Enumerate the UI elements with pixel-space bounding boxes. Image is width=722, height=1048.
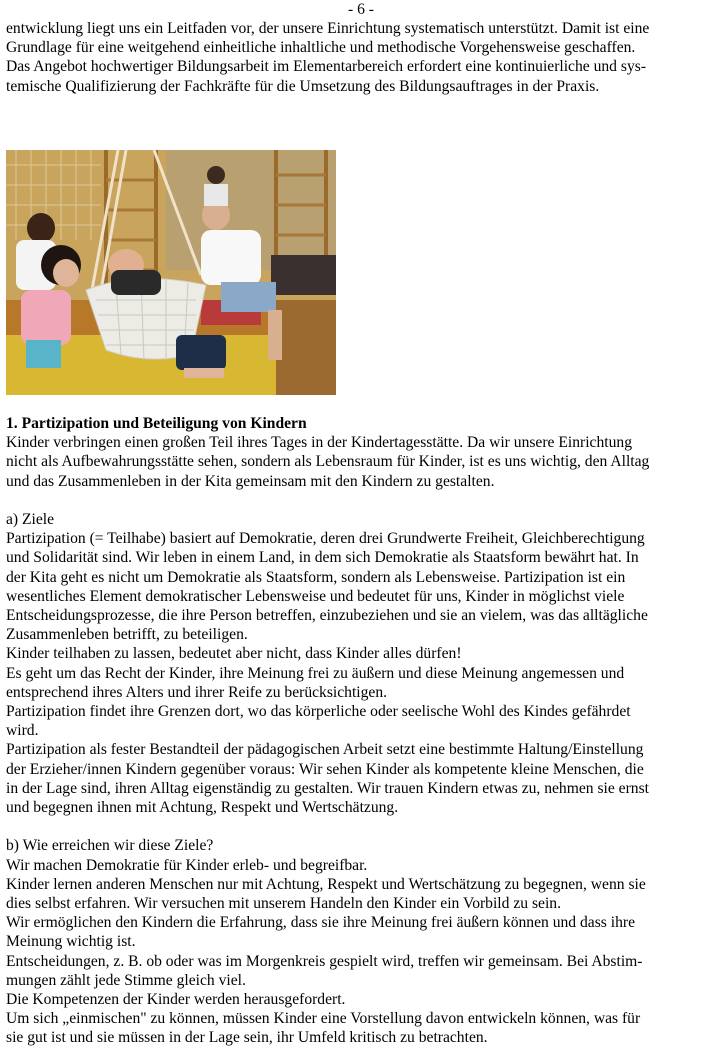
sub-b-line: mungen zählt jede Stimme gleich viel. xyxy=(6,971,246,989)
section-intro-line: und das Zusammenleben in der Kita gemeinsam mit den Kindern zu gestalten. xyxy=(6,472,495,490)
document-page xyxy=(6,0,716,96)
sub-a-line: und begegnen ihnen mit Achtung, Respekt und Wertschätzung. xyxy=(6,799,399,817)
sub-a-line: Partizipation findet ihre Grenzen dort, wo das körperliche oder seelische Wohl des Kindes gefährdet xyxy=(6,703,631,721)
sub-b-line: Wir ermöglichen den Kindern die Erfahrung, dass sie ihre Meinung frei äußern können und dass ihre xyxy=(6,914,635,932)
sub-b-line: sie gut ist und sie müssen in der Lage sein, ihr Umfeld kritisch zu betrachten. xyxy=(6,1029,488,1047)
sub-a-line: Es geht um das Recht der Kinder, ihre Meinung frei zu äußern und diese Meinung angemessen und xyxy=(6,664,625,682)
sub-a-line: Zusammenleben betrifft, zu beteiligen. xyxy=(6,626,248,644)
main-section xyxy=(6,414,716,1048)
spacer xyxy=(6,491,716,510)
photo-illustration xyxy=(6,150,336,395)
sub-b-line: Meinung wichtig ist. xyxy=(6,933,136,951)
sub-a-line: entsprechend ihres Alters und ihrer Reife zu berücksichtigen. xyxy=(6,683,388,701)
sub-a-line: wird. xyxy=(6,722,39,740)
sub-b-line: Um sich „einmischen" zu können, müssen Kinder eine Vorstellung davon entwickeln können, was für xyxy=(6,1010,641,1028)
children-playing-photo xyxy=(6,150,336,395)
section-heading: 1. Partizipation und Beteiligung von Kindern xyxy=(6,415,307,432)
intro-line: Grundlage für eine weitgehend einheitliche inhaltliche und methodische Vorgehensweise geschaffen. xyxy=(6,39,636,57)
section-intro-line: Kinder verbringen einen großen Teil ihres Tages in der Kindertagesstätte. Da wir unsere Einrichtung xyxy=(6,434,632,452)
spacer xyxy=(6,817,716,836)
sub-b-line: Wir machen Demokratie für Kinder erleb- und begreifbar. xyxy=(6,856,368,874)
section-intro-line: nicht als Aufbewahrungsstätte sehen, sondern als Lebensraum für Kinder, ist es uns wichtig, den Alltag xyxy=(6,453,650,471)
sub-a-line: wesentliches Element demokratischer Lebensweise und bedeutet für uns, Kinder in möglichst viele xyxy=(6,587,625,605)
subheading-a: a) Ziele xyxy=(6,511,55,528)
subheading-b: b) Wie erreichen wir diese Ziele? xyxy=(6,837,214,855)
page-number: - 6 - xyxy=(348,1,374,18)
sub-a-line: Entscheidungsprozesse, die ihre Person betreffen, einzubeziehen und sie an vielem, was das alltägliche xyxy=(6,607,648,625)
sub-b-line: Entscheidungen, z. B. ob oder was im Morgenkreis gespielt wird, treffen wir gemeinsam. Bei Abstim- xyxy=(6,952,643,970)
intro-line: Das Angebot hochwertiger Bildungsarbeit im Elementarbereich erfordert eine kontinuierliche und sys- xyxy=(6,58,647,76)
intro-line: temische Qualifizierung der Fachkräfte für die Umsetzung des Bildungsauftrages in der Praxis. xyxy=(6,77,600,95)
sub-a-line: Kinder teilhaben zu lassen, bedeutet aber nicht, dass Kinder alles dürfen! xyxy=(6,645,462,663)
sub-a-line: Partizipation als fester Bestandteil der pädagogischen Arbeit setzt eine bestimmte Haltung/Einstellung xyxy=(6,741,644,759)
sub-b-line: dies selbst erfahren. Wir versuchen mit unserem Handeln den Kinder ein Vorbild zu sein. xyxy=(6,895,561,913)
sub-a-line: und Solidarität sind. Wir leben in einem Land, in dem sich Demokratie als Staatsform bewährt hat. In xyxy=(6,549,639,567)
sub-b-line: Kinder lernen anderen Menschen nur mit Achtung, Respekt und Wertschätzung zu begegnen, wenn sie xyxy=(6,875,646,893)
intro-line: entwicklung liegt uns ein Leitfaden vor, der unsere Einrichtung systematisch unterstützt. Damit ist eine xyxy=(6,20,650,37)
sub-a-line: der Erzieher/innen Kindern gegenüber voraus: Wir sehen Kinder als kompetente kleine Menschen, die xyxy=(6,760,644,778)
sub-b-line: Die Kompetenzen der Kinder werden herausgefordert. xyxy=(6,991,346,1009)
sub-a-line: der Kita geht es nicht um Demokratie als Staatsform, sondern als Lebensweise. Partizipation ist ein xyxy=(6,568,626,586)
sub-a-line: Partizipation (= Teilhabe) basiert auf Demokratie, deren drei Grundwerte Freiheit, Gleichberechtigung xyxy=(6,530,645,548)
sub-a-line: in der Lage sind, ihren Alltag eigenständig zu gestalten. Wir trauen Kindern etwas zu, nehmen sie ernst xyxy=(6,779,649,797)
